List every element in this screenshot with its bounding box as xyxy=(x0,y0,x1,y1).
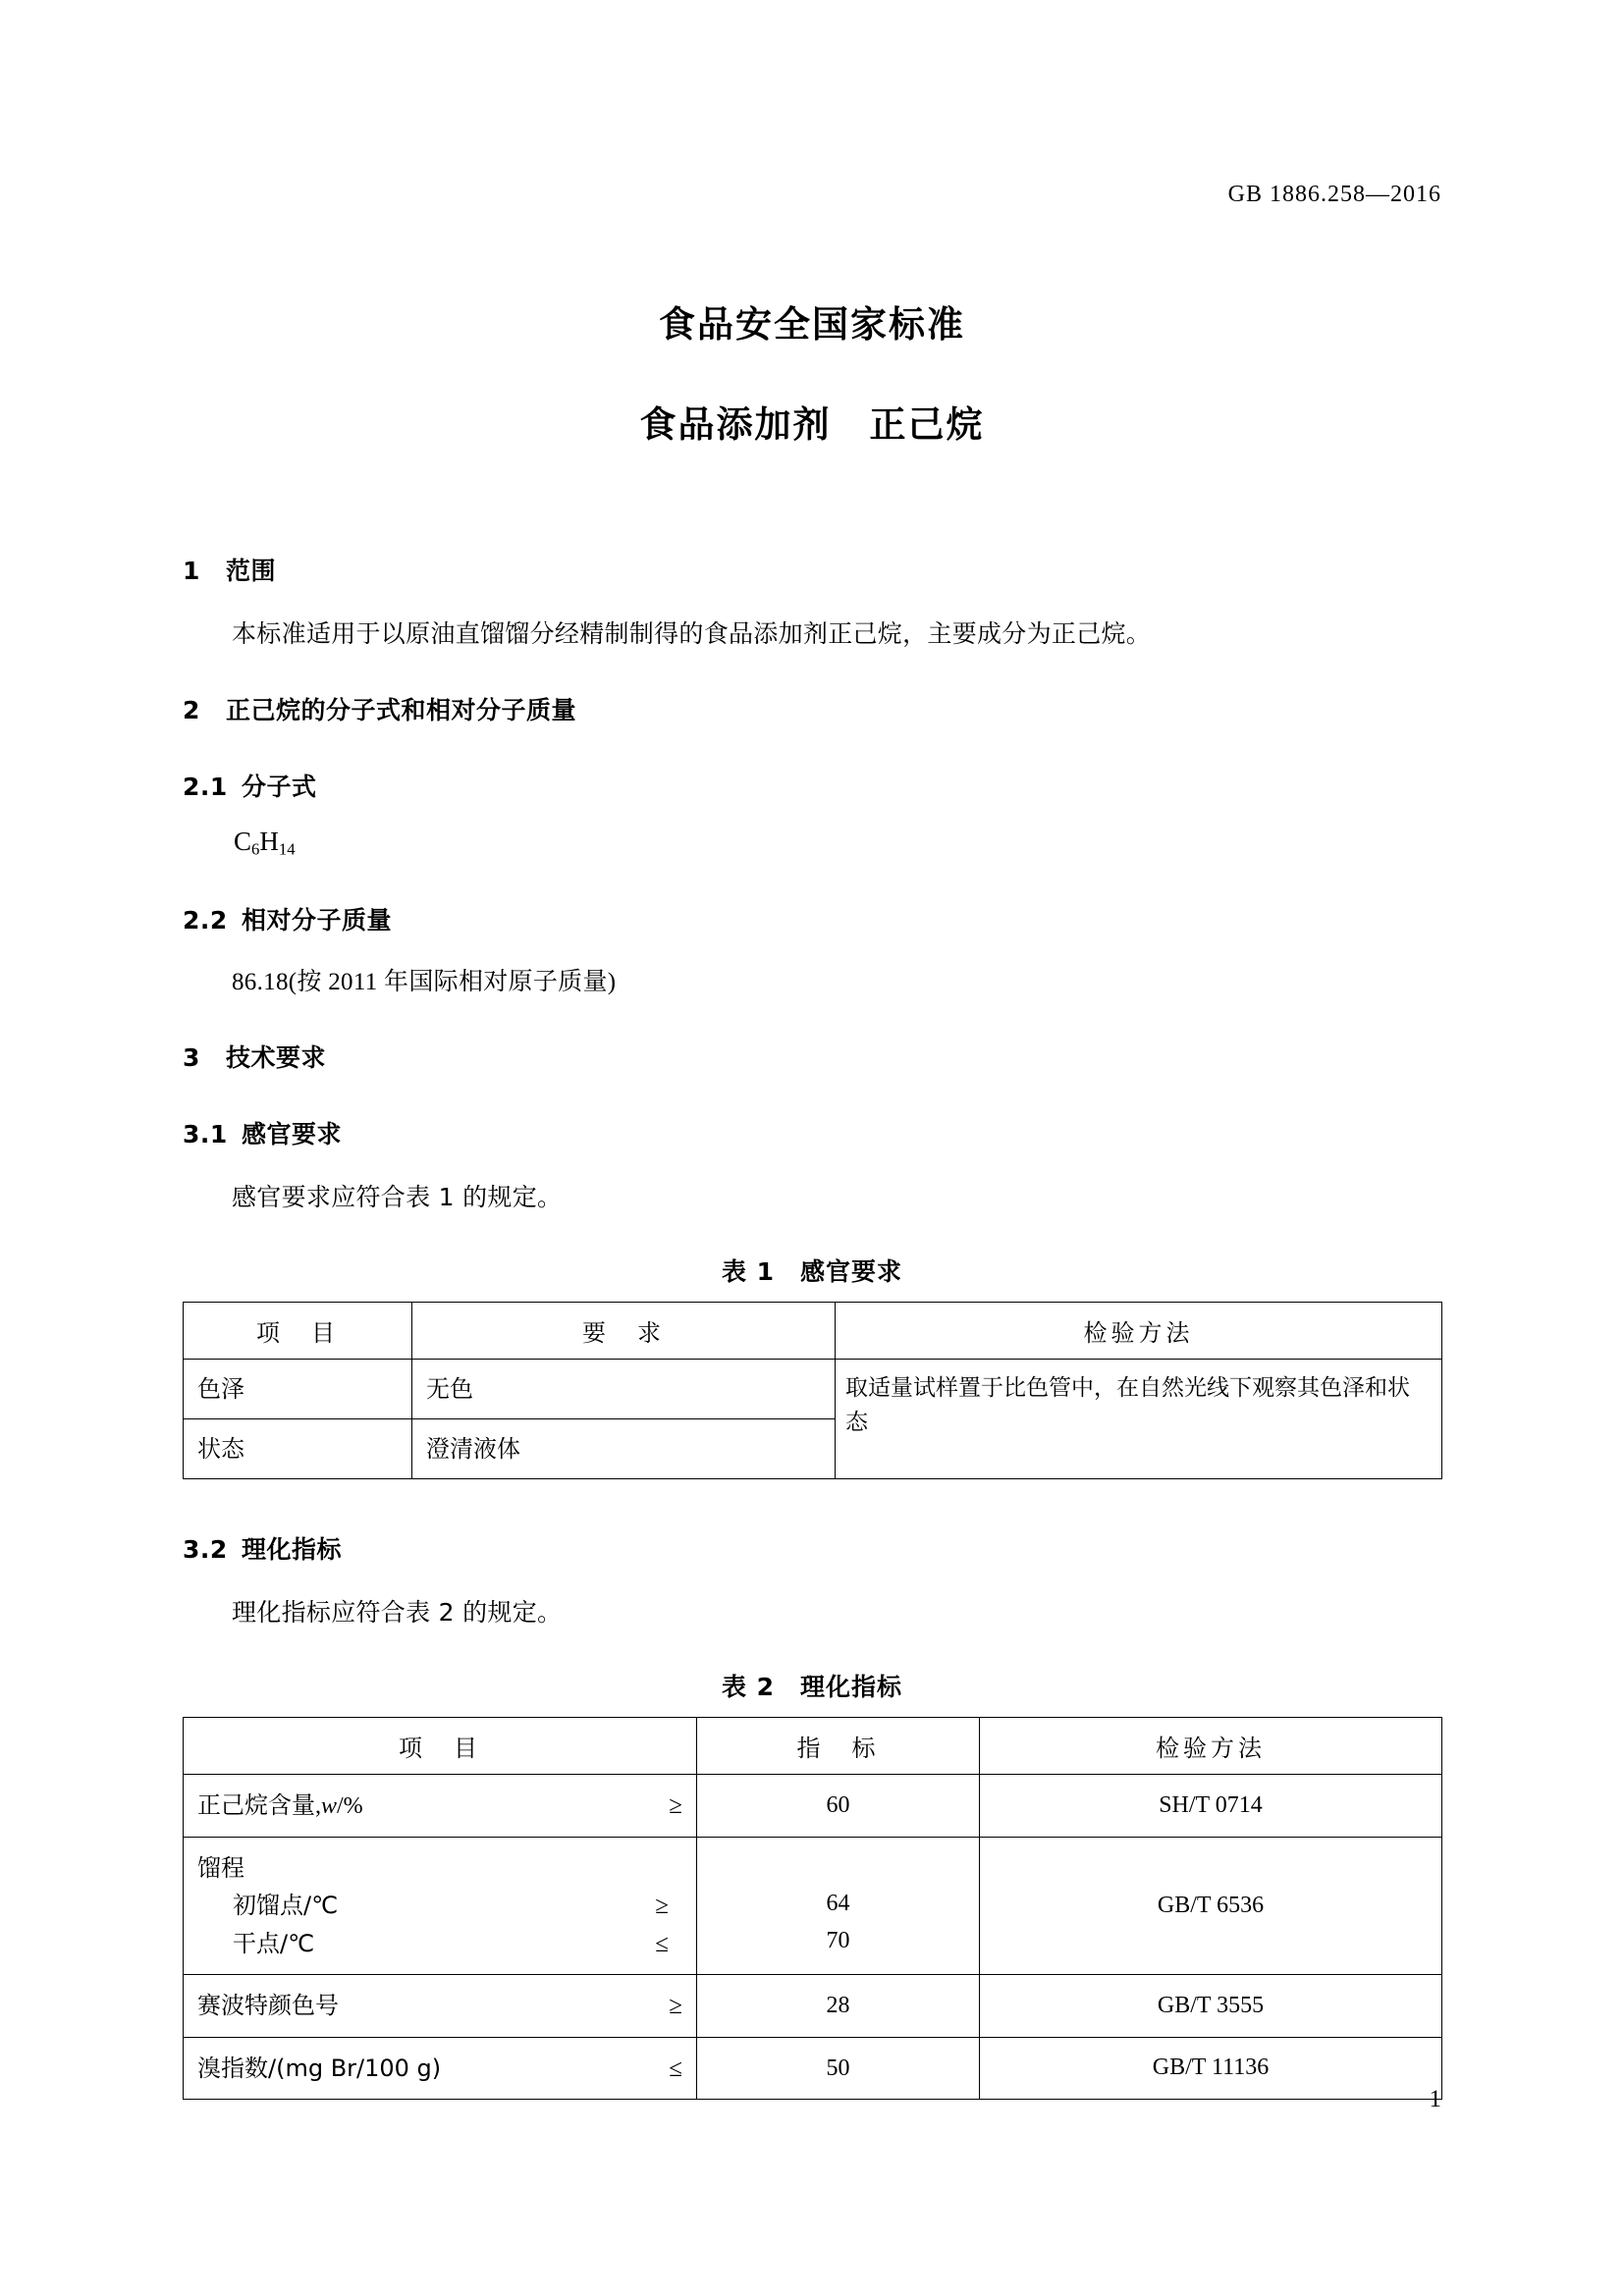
table-1-row-0-requirement: 无色 xyxy=(412,1359,836,1418)
table-1-header-method: 检验方法 xyxy=(836,1302,1442,1359)
table-2-row-1-sub-0 xyxy=(197,1887,682,1924)
table-2-row-3-method: GB/T 11136 xyxy=(980,2037,1442,2099)
section-2-number: 2 xyxy=(183,696,200,724)
document-body xyxy=(183,510,1441,2100)
table-2-row-1-method: GB/T 6536 xyxy=(980,1838,1442,1975)
table-2-row-1-value-0: 64 xyxy=(826,1891,850,1917)
table-1-caption: 表 1 感官要求 xyxy=(721,1256,903,1286)
table-1-sensory-requirements xyxy=(183,1302,1442,1479)
table-2-row-3-comparator: ≤ xyxy=(669,2055,682,2082)
table-2-row-2-method: GB/T 3555 xyxy=(980,1975,1442,2037)
section-2-1-title: 分子式 xyxy=(242,773,317,801)
table-2-row-1-sub-1 xyxy=(197,1925,682,1962)
section-1-title: 范围 xyxy=(226,557,277,585)
document-title-line1: 食品安全国家标准 xyxy=(659,303,965,346)
section-1-number: 1 xyxy=(183,557,200,585)
table-2-row-2-value: 28 xyxy=(697,1975,980,2037)
table-1-method-cell: 取适量试样置于比色管中，在自然光线下观察其色泽和状态 xyxy=(836,1359,1442,1478)
table-2-physicochemical-indicators xyxy=(183,1717,1442,2100)
section-2-2-title: 相对分子质量 xyxy=(242,905,393,934)
formula-h-sub: 14 xyxy=(278,839,296,859)
table-2-header-method: 检验方法 xyxy=(980,1717,1442,1774)
table-2-row-2-comparator: ≥ xyxy=(669,1993,682,2020)
table-2-row-1-sub-0-label: 初馏点/℃ xyxy=(233,1892,339,1920)
table-2-row-3-item xyxy=(184,2037,697,2099)
table-2-header-index: 指 标 xyxy=(697,1717,980,1774)
table-1-row-1-requirement: 澄清液体 xyxy=(412,1418,836,1478)
table-2-caption: 表 2 理化指标 xyxy=(721,1672,903,1701)
table-2-row-2-item-label: 赛波特颜色号 xyxy=(197,1992,339,2020)
table-2-row-3-value: 50 xyxy=(697,2037,980,2099)
section-2-2-heading xyxy=(183,901,1441,936)
table-2-row-2-item xyxy=(184,1975,697,2037)
table-row xyxy=(184,1359,1442,1418)
table-1-row-1-item: 状态 xyxy=(184,1418,412,1478)
table-row xyxy=(184,1774,1442,1837)
title-block xyxy=(183,294,1441,448)
table-2-row-1-item-label: 馏程 xyxy=(197,1854,244,1883)
section-2-2-number: 2.2 xyxy=(183,905,228,934)
table-2-row-3-item-label: 溴指数/(mg Br/100 g) xyxy=(197,2054,442,2082)
table-row xyxy=(184,1838,1442,1975)
formula-c: C xyxy=(234,827,252,856)
section-2-heading xyxy=(183,691,1441,726)
table-2-row-1-value-1: 70 xyxy=(826,1928,850,1954)
table-1-row-0-item: 色泽 xyxy=(184,1359,412,1418)
section-3-heading xyxy=(183,1039,1441,1074)
section-3-2-paragraph: 理化指标应符合表 2 的规定。 xyxy=(232,1597,563,1627)
table-2-header-item: 项 目 xyxy=(184,1717,697,1774)
section-3-1-title: 感官要求 xyxy=(242,1119,343,1148)
section-3-number: 3 xyxy=(183,1042,200,1072)
standard-code-header: GB 1886.258—2016 xyxy=(1227,182,1441,207)
page-number: 1 xyxy=(1429,2086,1441,2112)
section-2-1-heading xyxy=(183,768,1441,803)
section-1-heading xyxy=(183,552,1441,587)
table-1-header-requirement: 要 求 xyxy=(412,1302,836,1359)
table-2-row-0-item-unit: /% xyxy=(337,1792,363,1819)
formula-h: H xyxy=(259,827,279,856)
relative-molecular-mass-value: 86.18(按 2011 年国际相对原子质量) xyxy=(232,968,617,995)
section-3-1-number: 3.1 xyxy=(183,1119,228,1148)
document-title-line2: 食品添加剂 正己烷 xyxy=(639,403,985,446)
table-2-row-1-value-spacer xyxy=(705,1849,971,1885)
table-1-header-row xyxy=(184,1302,1442,1359)
table-2-row-1-values xyxy=(697,1838,980,1975)
section-3-1-heading xyxy=(183,1115,1441,1150)
section-1-paragraph: 本标准适用于以原油直馏馏分经精制制得的食品添加剂正己烷，主要成分为正己烷。 xyxy=(232,619,1152,648)
section-3-1-paragraph: 感官要求应符合表 1 的规定。 xyxy=(232,1182,563,1211)
molecular-formula xyxy=(183,827,1441,860)
section-3-2-number: 3.2 xyxy=(183,1534,228,1564)
table-2-row-1-sub-1-comparator: ≤ xyxy=(655,1930,669,1957)
table-2-row-0-comparator: ≥ xyxy=(669,1791,682,1819)
table-row xyxy=(184,2037,1442,2099)
table-2-row-0-item xyxy=(184,1774,697,1837)
section-3-2-title: 理化指标 xyxy=(242,1534,343,1564)
table-row xyxy=(184,1975,1442,2037)
section-3-title: 技术要求 xyxy=(226,1042,327,1072)
table-2-row-1-sub-0-comparator: ≥ xyxy=(655,1893,669,1920)
section-3-2-heading xyxy=(183,1530,1441,1566)
table-2-row-1-item xyxy=(184,1838,697,1975)
section-2-1-number: 2.1 xyxy=(183,773,228,801)
table-2-row-0-item-comma: , xyxy=(315,1792,321,1819)
table-2-row-0-method: SH/T 0714 xyxy=(980,1774,1442,1837)
formula-c-sub: 6 xyxy=(251,839,260,859)
table-2-row-0-item-symbol-w: w xyxy=(321,1792,338,1819)
table-2-row-0-item-label: 正己烷含量 xyxy=(197,1790,315,1819)
table-2-row-1-sub-1-label: 干点/℃ xyxy=(233,1929,315,1957)
table-2-header-row xyxy=(184,1717,1442,1774)
table-2-row-0-value: 60 xyxy=(697,1774,980,1837)
table-1-header-item: 项 目 xyxy=(184,1302,412,1359)
section-2-title: 正己烷的分子式和相对分子质量 xyxy=(226,696,577,724)
